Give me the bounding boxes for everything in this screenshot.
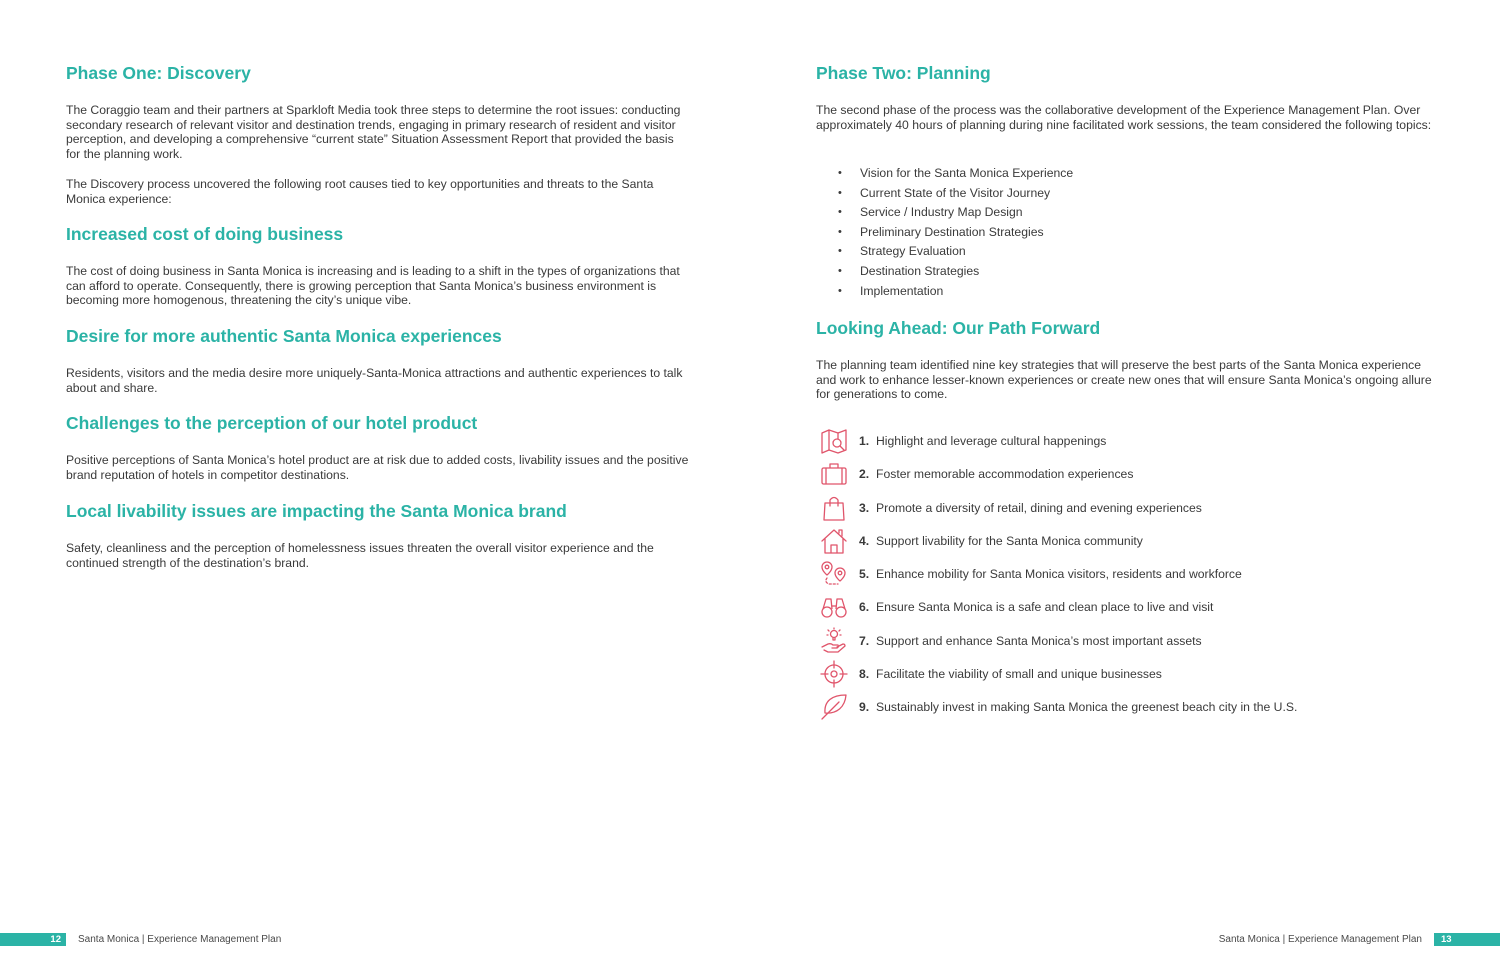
bullet: •: [838, 225, 842, 238]
list-item: [816, 624, 1436, 657]
strategy-number: 2.: [859, 467, 870, 482]
strategy-number: 5.: [859, 567, 870, 582]
topic-label: Implementation: [860, 283, 944, 298]
footer-left: [0, 933, 282, 946]
route-pin-icon: [820, 560, 848, 588]
strategy-text: Highlight and leverage cultural happenings: [876, 434, 1107, 448]
topic-label: Preliminary Destination Strategies: [860, 224, 1044, 239]
topic-label: Current State of the Visitor Journey: [860, 185, 1051, 200]
phase-one-heading: Phase One: Discovery: [66, 63, 251, 83]
strategy-number: 1.: [859, 434, 870, 448]
list-item: [816, 424, 1436, 457]
strategy-text: Support livability for the Santa Monica community: [876, 533, 1143, 548]
list-item: [816, 590, 1436, 623]
map-search-icon: [820, 427, 848, 455]
list-item: [816, 491, 1436, 524]
looking-ahead-para: The planning team identified nine key strategies that will preserve the best parts of the Santa Monica experience and work to enhance lesser-known experiences or create new ones that will ensure Santa Monica’s ongoing allure for generations to come.: [816, 358, 1432, 402]
phase-two-para: The second phase of the process was the collaborative development of the Experience Management Plan. Over approximately 40 hours of planning during nine facilitated work sessions, the team considered the following topics:: [816, 103, 1432, 132]
list-item: [816, 262, 1073, 282]
bullet: •: [838, 206, 842, 219]
section-heading-cost: Increased cost of doing business: [66, 224, 344, 244]
topic-label: Service / Industry Map Design: [860, 205, 1023, 220]
phase-one-para-1: The Coraggio team and their partners at Sparkloft Media took three steps to determine the root issues: conducting secondary research of relevant visitor and destination trends, engaging in primary research of resident and visitor perception, and developing a comprehensive “current state” Situation Assessment Report that provided the basis for the planning work.: [66, 103, 681, 161]
strategy-text: Sustainably invest in making Santa Monica the greenest beach city in the U.S.: [876, 700, 1298, 715]
list-item: [816, 457, 1436, 490]
page-number: 13: [1434, 933, 1500, 946]
strategy-number: 8.: [859, 667, 870, 682]
looking-ahead-heading: Looking Ahead: Our Path Forward: [816, 318, 1101, 338]
strategy-text: Promote a diversity of retail, dining and evening experiences: [876, 500, 1202, 515]
footer-right: [1100, 933, 1500, 946]
phase-two-heading: Phase Two: Planning: [816, 63, 991, 83]
target-icon: [820, 660, 848, 688]
topic-label: Strategy Evaluation: [860, 244, 966, 259]
bullet: •: [838, 284, 842, 297]
strategy-text: Enhance mobility for Santa Monica visitors, residents and workforce: [876, 567, 1242, 582]
suitcase-icon: [820, 460, 848, 488]
phase-one-para-2: The Discovery process uncovered the following root causes tied to key opportunities and threats to the Santa Monica experience:: [66, 177, 654, 206]
section-heading-livability: Local livability issues are impacting the Santa Monica brand: [66, 501, 567, 521]
strategy-text: Facilitate the viability of small and unique businesses: [876, 667, 1162, 682]
binoculars-icon: [820, 593, 848, 621]
bullet: •: [838, 245, 842, 258]
strategy-text: Support and enhance Santa Monica’s most important assets: [876, 633, 1202, 648]
section-heading-authentic: Desire for more authentic Santa Monica experiences: [66, 326, 502, 346]
list-item: [816, 242, 1073, 262]
shopping-bag-icon: [820, 494, 848, 522]
topics-list: [816, 164, 1073, 301]
section-body-authentic: Residents, visitors and the media desire more uniquely-Santa-Monica attractions and authentic experiences to talk about and share.: [66, 366, 683, 395]
footer-title: Santa Monica | Experience Management Plan: [78, 934, 282, 945]
list-item: [816, 657, 1436, 690]
strategy-number: 7.: [859, 633, 870, 648]
section-heading-hotel: Challenges to the perception of our hotel product: [66, 413, 478, 433]
hand-lightbulb-icon: [820, 627, 848, 655]
section-body-cost: The cost of doing business in Santa Monica is increasing and is leading to a shift in the types of organizations that can afford to operate. Consequently, there is growing perception that Santa Monica’s business environment is becoming more homogenous, threatening the city’s unique vibe.: [66, 264, 680, 308]
footer-title: Santa Monica | Experience Management Plan: [1218, 934, 1422, 945]
page-number: 12: [0, 933, 66, 946]
strategies-list: [816, 424, 1436, 724]
section-body-hotel: Positive perceptions of Santa Monica’s hotel product are at risk due to added costs, livability issues and the positive brand reputation of hotels in competitor destinations.: [66, 453, 689, 482]
list-item: [816, 282, 1073, 302]
list-item: [816, 184, 1073, 204]
strategy-number: 9.: [859, 700, 870, 715]
leaf-icon: [820, 693, 848, 721]
strategy-text: Foster memorable accommodation experiences: [876, 467, 1134, 482]
list-item: [816, 690, 1436, 723]
section-body-livability: Safety, cleanliness and the perception of homelessness issues threaten the overall visitor experience and the continued strength of the destination’s brand.: [66, 541, 654, 570]
bullet: •: [838, 167, 842, 179]
strategy-number: 4.: [859, 533, 870, 548]
list-item: [816, 164, 1073, 184]
house-icon: [820, 527, 848, 555]
list-item: [816, 223, 1073, 243]
topic-label: Destination Strategies: [860, 263, 980, 278]
bullet: •: [838, 186, 842, 199]
strategy-text: Ensure Santa Monica is a safe and clean place to live and visit: [876, 600, 1214, 615]
list-item: [816, 557, 1436, 590]
list-item: [816, 203, 1073, 223]
bullet: •: [838, 264, 842, 277]
topic-label: Vision for the Santa Monica Experience: [860, 166, 1074, 180]
strategy-number: 3.: [859, 500, 870, 515]
list-item: [816, 524, 1436, 557]
strategy-number: 6.: [859, 600, 870, 615]
